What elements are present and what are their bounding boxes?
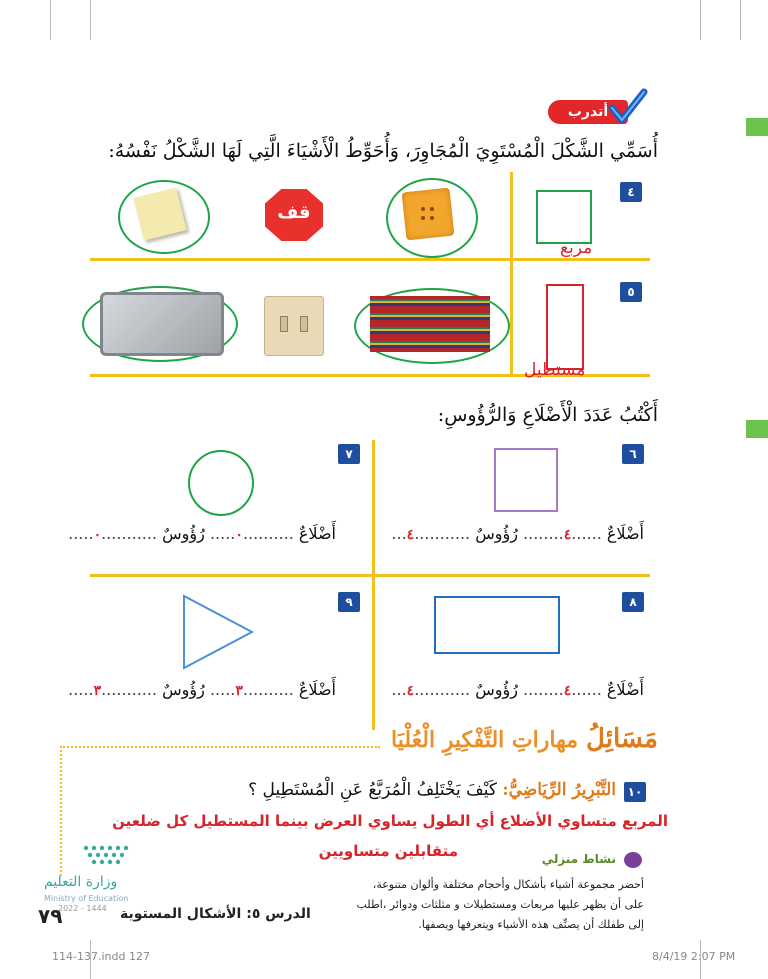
question-number-4: ٤ bbox=[620, 182, 642, 202]
hots-header bbox=[391, 724, 658, 754]
question-number-7: ٧ bbox=[338, 444, 360, 464]
question-number-10: ١٠ bbox=[624, 782, 646, 802]
divider bbox=[510, 172, 513, 376]
vertices-label: رُؤُوسٌ bbox=[162, 680, 205, 699]
q10-answer-line1: المربع متساوي الأضلاع أي الطول يساوي العرض بينما المستطيل كل ضلعين bbox=[112, 812, 668, 830]
vertices-answer: ٤ bbox=[406, 527, 415, 543]
stop-sign-text: قف bbox=[277, 202, 311, 223]
divider bbox=[90, 258, 650, 261]
ministry-name-en: Ministry of Education bbox=[44, 894, 129, 903]
sides-answer: ٤ bbox=[563, 527, 572, 543]
lesson-title: الدرس ٥: الأشكال المستوية bbox=[120, 906, 311, 922]
square-shape bbox=[536, 190, 592, 244]
side-tab bbox=[746, 420, 768, 438]
ministry-logo-icon bbox=[80, 842, 136, 868]
vertices-answer: ٠ bbox=[93, 527, 102, 543]
counts-q6: أَضْلَاعٌ ......٤........ رُؤُوسٌ ...........٤... bbox=[391, 524, 644, 543]
question-number-6: ٦ bbox=[622, 444, 644, 464]
divider bbox=[372, 440, 375, 730]
q10-question bbox=[248, 780, 616, 800]
circle-shape bbox=[188, 450, 254, 516]
q10-text: كَيْفَ يَخْتَلِفُ الْمُرَبَّعُ عَنِ الْمُسْتَطِيلِ ؟ bbox=[248, 780, 497, 800]
rectangle-shape bbox=[546, 284, 584, 370]
answer-rectangle: مستطيل bbox=[524, 360, 586, 380]
vertices-label: رُؤُوسٌ bbox=[162, 524, 205, 543]
rug-image bbox=[370, 296, 490, 352]
switch-toggle bbox=[300, 316, 308, 332]
badge-label: أتدرب bbox=[567, 104, 609, 120]
vertices-label: رُؤُوسٌ bbox=[475, 680, 518, 699]
sides-label: أَضْلَاعٌ bbox=[298, 680, 336, 699]
sides-answer: ٤ bbox=[563, 683, 572, 699]
rectangle-shape bbox=[434, 596, 560, 654]
home-activity-title: نشاط منزلي bbox=[541, 852, 616, 866]
vertices-answer: ٣ bbox=[93, 683, 102, 699]
print-file-name: 114-137.indd 127 bbox=[52, 950, 150, 963]
cracker-holes bbox=[418, 204, 438, 224]
home-activity-icon bbox=[624, 852, 642, 868]
q10-answer-line2: متقابلين متساويين bbox=[318, 842, 458, 860]
instruction-1: أُسَمِّي الشَّكْلَ الْمُسْتَوِيَ الْمُجَاوِرَ، وَأُحَوِّطُ الْأَشْيَاءَ الَّتِي لَهَا الشَّكْلُ نَفْسُهُ: bbox=[108, 140, 658, 162]
light-switch-image bbox=[264, 296, 324, 356]
print-datetime: 8/4/19 2:07 PM bbox=[652, 950, 736, 963]
sides-answer: ٣ bbox=[235, 683, 243, 699]
counts-q9: أَضْلَاعٌ ..........٣..... رُؤُوسٌ ...........٣..... bbox=[68, 680, 336, 699]
home-activity-text3: إلى طفلك أن يصنِّف هذه الأشياء ويتعرفها ويصفها. bbox=[418, 918, 644, 931]
side-tab bbox=[746, 118, 768, 136]
question-number-5: ٥ bbox=[620, 282, 642, 302]
sides-label: أَضْلَاعٌ bbox=[298, 524, 336, 543]
page-number: ٧٩ bbox=[38, 904, 63, 928]
vertices-label: رُؤُوسٌ bbox=[475, 524, 518, 543]
sides-label: أَضْلَاعٌ bbox=[606, 680, 644, 699]
hots-prefix: مَسَائِلُ bbox=[586, 724, 658, 754]
home-activity-text2: على أن يظهر عليها مربعات ومستطيلات و مثلثات ودوائر ،اطلب bbox=[356, 898, 644, 911]
square-shape bbox=[494, 448, 558, 512]
vertices-answer: ٤ bbox=[406, 683, 415, 699]
question-number-9: ٩ bbox=[338, 592, 360, 612]
dotted-rule bbox=[60, 746, 62, 876]
dotted-rule bbox=[60, 746, 380, 748]
counts-q7: أَضْلَاعٌ ..........٠..... رُؤُوسٌ ...........٠..... bbox=[68, 524, 336, 543]
switch-toggle bbox=[280, 316, 288, 332]
checkmark-icon bbox=[608, 88, 648, 126]
ministry-name-ar: وزارة التعليم bbox=[44, 874, 118, 890]
sides-answer: ٠ bbox=[235, 527, 243, 543]
hots-title: مهاراتِ التَّفْكِيرِ الْعُلْيَا bbox=[391, 727, 579, 753]
instruction-2: أَكْتُبُ عَدَدَ الْأَضْلَاعِ وَالرُّؤُوسِ: bbox=[437, 404, 658, 426]
question-number-8: ٨ bbox=[622, 592, 644, 612]
tray-image bbox=[100, 292, 224, 356]
counts-q8: أَضْلَاعٌ ......٤........ رُؤُوسٌ ...........٤... bbox=[391, 680, 644, 699]
triangle-shape bbox=[180, 592, 256, 672]
ministry-year: 2022 - 1444 bbox=[58, 904, 107, 913]
q10-label: التَّبْرِيرُ الرِّيَاضِيُّ: bbox=[502, 780, 616, 800]
answer-square: مربع bbox=[560, 238, 593, 258]
home-activity-text1: أحضر مجموعة أشياء بأشكال وأحجام مختلفة وألوان متنوعة، bbox=[372, 878, 644, 891]
sides-label: أَضْلَاعٌ bbox=[606, 524, 644, 543]
divider bbox=[90, 574, 650, 577]
